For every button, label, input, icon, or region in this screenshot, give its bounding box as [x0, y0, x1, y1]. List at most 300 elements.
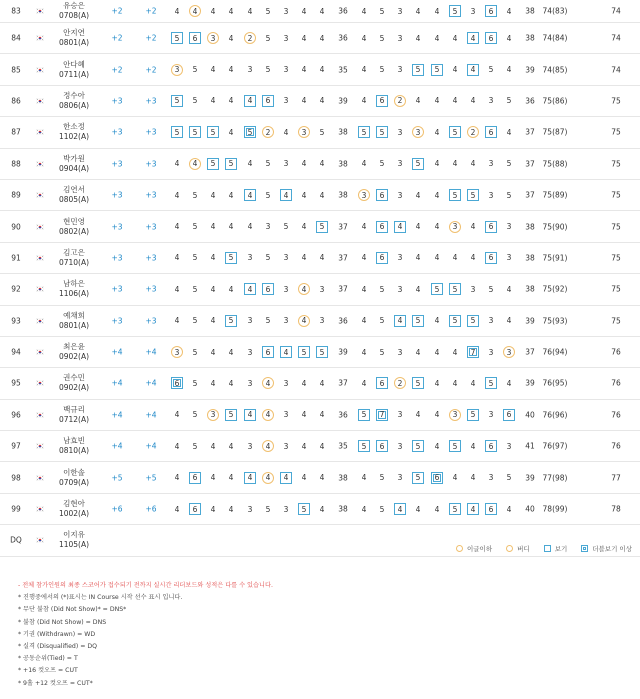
- player-name[interactable]: 현민영: [63, 216, 85, 226]
- hole-score: 4: [247, 6, 253, 16]
- hole-score: 5: [379, 65, 385, 75]
- hole-score: 4: [283, 127, 289, 137]
- rank-cell: 85: [11, 65, 21, 75]
- in-total: 37: [525, 190, 535, 200]
- hole-score: 4: [394, 221, 406, 233]
- hole-score: 3: [319, 316, 325, 326]
- score-legend: [456, 544, 632, 553]
- hole-score: 4: [262, 409, 274, 421]
- final-total: 74: [611, 6, 621, 16]
- hole-score: 4: [244, 472, 256, 484]
- final-total: 76: [611, 347, 621, 357]
- hole-score: 7: [467, 346, 479, 358]
- final-total: 75: [611, 159, 621, 169]
- hole-score: 5: [265, 33, 271, 43]
- note-item: * 9홀 +12 컷오프 = CUT*: [18, 679, 93, 687]
- hole-score: 5: [192, 316, 198, 326]
- hole-score: 3: [247, 378, 253, 388]
- hole-score: 4: [301, 253, 307, 263]
- hole-score: 4: [228, 6, 234, 16]
- in-total: 38: [525, 284, 535, 294]
- hole-score: 5: [506, 159, 512, 169]
- rank-cell: 92: [11, 284, 21, 294]
- hole-score: 7: [376, 409, 388, 421]
- in-total: 40: [525, 410, 535, 420]
- hole-score: 5: [192, 378, 198, 388]
- note-item: * +16 컷오프 = CUT: [18, 667, 78, 675]
- hole-score: 4: [361, 222, 367, 232]
- hole-score: 4: [210, 347, 216, 357]
- hole-score: 3: [397, 159, 403, 169]
- hole-score: 5: [171, 126, 183, 138]
- hole-score: 4: [452, 253, 458, 263]
- hole-score: 4: [210, 504, 216, 514]
- player-id: 0810(A): [58, 446, 90, 456]
- hole-score: 4: [319, 378, 325, 388]
- korea-flag-icon: [36, 192, 44, 198]
- total-to-par: +2: [145, 65, 157, 75]
- hole-score: 4: [452, 65, 458, 75]
- rank-cell: 90: [11, 222, 21, 232]
- notes-section: [18, 580, 273, 690]
- hole-score: 6: [485, 252, 497, 264]
- hole-score: 5: [449, 5, 461, 17]
- final-total: 75: [611, 96, 621, 106]
- hole-score: 5: [192, 284, 198, 294]
- hole-score: 4: [434, 6, 440, 16]
- hole-score: 4: [452, 378, 458, 388]
- rank-cell: 98: [11, 473, 21, 483]
- table-row: [0, 54, 640, 85]
- player-name-cell[interactable]: [59, 1, 89, 21]
- player-name[interactable]: 남하은: [63, 279, 85, 289]
- player-name-cell[interactable]: [59, 342, 89, 362]
- hole-score: 4: [228, 65, 234, 75]
- hole-score: 4: [470, 222, 476, 232]
- player-name[interactable]: 김현아: [63, 499, 85, 509]
- hole-score: 5: [192, 65, 198, 75]
- hole-score: 6: [376, 221, 388, 233]
- out-total: 36: [338, 6, 348, 16]
- hole-score: 5: [412, 472, 424, 484]
- hole-score: 4: [301, 410, 307, 420]
- round-total: 74(85): [542, 65, 568, 75]
- hole-score: 4: [319, 33, 325, 43]
- player-name-cell[interactable]: [59, 311, 89, 331]
- rank-cell: DQ: [10, 535, 22, 545]
- in-total: 36: [525, 96, 535, 106]
- hole-score: 4: [301, 33, 307, 43]
- round-total: 76(97): [542, 441, 568, 451]
- player-name[interactable]: 최은윤: [63, 342, 85, 352]
- hole-score: 4: [319, 410, 325, 420]
- hole-score: 4: [301, 473, 307, 483]
- score-to-par: +3: [111, 190, 123, 200]
- total-to-par: +3: [145, 316, 157, 326]
- round-total: 75(91): [542, 253, 568, 263]
- hole-score: 3: [397, 253, 403, 263]
- hole-score: [207, 534, 219, 546]
- hole-score: 3: [449, 221, 461, 233]
- hole-score: 3: [247, 65, 253, 75]
- hole-score: 5: [488, 284, 494, 294]
- hole-score: 3: [283, 284, 289, 294]
- final-total: 74: [611, 65, 621, 75]
- hole-score: 4: [298, 315, 310, 327]
- hole-score: 5: [319, 127, 325, 137]
- player-name-cell[interactable]: [59, 122, 89, 142]
- hole-score: 5: [171, 32, 183, 44]
- total-to-par: +6: [145, 504, 157, 514]
- table-row: [0, 462, 640, 493]
- score-to-par: +3: [111, 96, 123, 106]
- hole-score: 3: [247, 316, 253, 326]
- hole-score: 4: [506, 6, 512, 16]
- hole-score: [189, 534, 201, 546]
- hole-score: 4: [470, 473, 476, 483]
- hole-score: 4: [415, 190, 421, 200]
- hole-score: 4: [262, 472, 274, 484]
- player-name[interactable]: 안다혜: [63, 59, 85, 69]
- hole-score: 4: [415, 96, 421, 106]
- player-name-cell[interactable]: [59, 279, 89, 299]
- score-to-par: +2: [111, 6, 123, 16]
- hole-score: 4: [506, 316, 512, 326]
- player-name-cell[interactable]: [59, 499, 89, 519]
- korea-flag-icon: [36, 8, 44, 14]
- hole-score: 3: [207, 32, 219, 44]
- hole-score: 4: [361, 33, 367, 43]
- hole-score: 4: [174, 504, 180, 514]
- player-name[interactable]: 이한솔: [63, 467, 85, 477]
- total-to-par: +2: [145, 6, 157, 16]
- player-name[interactable]: 이지유: [63, 530, 85, 540]
- player-name[interactable]: 남효빈: [63, 436, 85, 446]
- hole-score: 4: [228, 222, 234, 232]
- hole-score: 4: [244, 95, 256, 107]
- hole-score: 4: [415, 504, 421, 514]
- player-name[interactable]: 김고은: [63, 247, 85, 257]
- korea-flag-icon: [36, 35, 44, 41]
- player-name-cell[interactable]: [59, 60, 89, 80]
- hole-score: 4: [470, 96, 476, 106]
- hole-score: 5: [265, 316, 271, 326]
- hole-score: 4: [210, 6, 216, 16]
- player-name-cell[interactable]: [59, 28, 89, 48]
- player-name[interactable]: 박가원: [63, 153, 85, 163]
- player-name-cell[interactable]: [59, 373, 89, 393]
- score-to-par: +4: [111, 441, 123, 451]
- hole-score: 5: [488, 65, 494, 75]
- hole-score: 5: [485, 377, 497, 389]
- total-to-par: +4: [145, 441, 157, 451]
- score-to-par: +3: [111, 127, 123, 137]
- player-name-cell[interactable]: [59, 530, 89, 550]
- final-total: 75: [611, 316, 621, 326]
- round-total: 75(89): [542, 190, 568, 200]
- hole-score: 5: [431, 64, 443, 76]
- hole-score: 4: [262, 377, 274, 389]
- out-total: 37: [338, 222, 348, 232]
- hole-score: 4: [467, 32, 479, 44]
- in-total: 39: [525, 316, 535, 326]
- round-total: 75(90): [542, 222, 568, 232]
- player-name-cell[interactable]: [59, 405, 89, 425]
- player-name[interactable]: 예채희: [63, 310, 85, 320]
- hole-score: 3: [488, 347, 494, 357]
- hole-score: 4: [361, 159, 367, 169]
- hole-score: 5: [192, 441, 198, 451]
- legend-bogey: 보기: [544, 544, 568, 553]
- rank-cell: 93: [11, 316, 21, 326]
- hole-score: [225, 534, 237, 546]
- hole-score: 5: [192, 190, 198, 200]
- hole-score: 6: [171, 377, 183, 389]
- in-total: 39: [525, 473, 535, 483]
- hole-score: 4: [301, 441, 307, 451]
- table-row: [0, 211, 640, 242]
- eagle-marker-icon: [456, 545, 463, 552]
- final-total: 74: [611, 33, 621, 43]
- player-id: 1102(A): [58, 132, 90, 142]
- rank-cell: 95: [11, 378, 21, 388]
- hole-score: 3: [247, 441, 253, 451]
- player-name[interactable]: 정수아: [63, 90, 85, 100]
- in-total: 39: [525, 65, 535, 75]
- final-total: 75: [611, 253, 621, 263]
- hole-score: 5: [379, 347, 385, 357]
- hole-score: 3: [397, 410, 403, 420]
- note-item: * 기권 (Withdrawn) = WD: [18, 630, 96, 638]
- hole-score: 4: [394, 503, 406, 515]
- score-to-par: +3: [111, 284, 123, 294]
- hole-score: 4: [415, 284, 421, 294]
- hole-score: 4: [415, 33, 421, 43]
- hole-score: 4: [210, 222, 216, 232]
- hole-score: 4: [174, 316, 180, 326]
- hole-score: 5: [449, 189, 461, 201]
- hole-score: 4: [228, 96, 234, 106]
- table-row: [0, 274, 640, 305]
- hole-score: 4: [228, 378, 234, 388]
- hole-score: 4: [506, 127, 512, 137]
- rank-cell: 86: [11, 96, 21, 106]
- hole-score: 4: [415, 253, 421, 263]
- score-to-par: +3: [111, 222, 123, 232]
- round-total: 76(96): [542, 410, 568, 420]
- hole-score: 3: [397, 6, 403, 16]
- hole-score: 6: [431, 472, 443, 484]
- player-name[interactable]: 백규리: [63, 404, 85, 414]
- final-total: 76: [611, 410, 621, 420]
- table-row: [0, 86, 640, 117]
- in-total: 37: [525, 127, 535, 137]
- hole-score: 2: [262, 126, 274, 138]
- player-id: 0801(A): [58, 320, 90, 330]
- hole-score: 4: [319, 96, 325, 106]
- hole-score: 4: [470, 441, 476, 451]
- player-name-cell[interactable]: [59, 154, 89, 174]
- hole-score: 2: [394, 377, 406, 389]
- table-row: [0, 306, 640, 337]
- hole-score: 3: [412, 126, 424, 138]
- score-to-par: +6: [111, 504, 123, 514]
- hole-score: 3: [298, 126, 310, 138]
- total-to-par: +3: [145, 159, 157, 169]
- hole-score: 3: [506, 441, 512, 451]
- player-id: 0708(A): [58, 11, 90, 20]
- hole-score: 3: [283, 441, 289, 451]
- hole-score: 4: [228, 441, 234, 451]
- hole-score: 4: [301, 378, 307, 388]
- hole-score: 6: [189, 32, 201, 44]
- hole-score: 5: [358, 409, 370, 421]
- hole-score: 4: [361, 253, 367, 263]
- player-name-cell[interactable]: [59, 468, 89, 488]
- hole-score: 4: [452, 347, 458, 357]
- hole-score: 4: [174, 159, 180, 169]
- hole-score: 4: [434, 504, 440, 514]
- player-id: 0712(A): [58, 414, 90, 424]
- legend-birdie: 버디: [506, 544, 530, 553]
- note-list: [18, 592, 273, 690]
- hole-score: 5: [379, 284, 385, 294]
- hole-score: 4: [361, 284, 367, 294]
- hole-score: 5: [379, 6, 385, 16]
- score-to-par: +3: [111, 159, 123, 169]
- table-row: [0, 180, 640, 211]
- hole-score: 5: [192, 222, 198, 232]
- hole-score: 5: [376, 126, 388, 138]
- hole-score: 3: [470, 284, 476, 294]
- player-name-cell[interactable]: [59, 91, 89, 111]
- hole-score: 5: [412, 440, 424, 452]
- hole-score: 3: [488, 159, 494, 169]
- hole-score: 3: [247, 253, 253, 263]
- hole-score: 4: [434, 441, 440, 451]
- rank-cell: 83: [11, 6, 21, 16]
- final-total: 78: [611, 504, 621, 514]
- bogey-marker-icon: [544, 545, 551, 552]
- player-id: 0709(A): [58, 477, 90, 487]
- hole-score: 4: [319, 441, 325, 451]
- total-to-par: +3: [145, 253, 157, 263]
- player-name[interactable]: 유승은: [63, 1, 85, 10]
- hole-score: 4: [361, 504, 367, 514]
- out-total: 37: [338, 253, 348, 263]
- hole-score: 4: [434, 127, 440, 137]
- hole-score: 3: [283, 316, 289, 326]
- hole-score: 4: [174, 284, 180, 294]
- out-total: 38: [338, 504, 348, 514]
- hole-score: 4: [506, 65, 512, 75]
- player-name-cell[interactable]: [59, 217, 89, 237]
- hole-score: 3: [506, 222, 512, 232]
- rank-cell: 88: [11, 159, 21, 169]
- player-name[interactable]: 안지연: [63, 28, 85, 38]
- hole-score: 3: [397, 190, 403, 200]
- hole-score: 6: [262, 346, 274, 358]
- hole-score: 4: [244, 283, 256, 295]
- hole-score: 4: [244, 409, 256, 421]
- hole-score: 4: [434, 190, 440, 200]
- player-name[interactable]: 김연서: [63, 185, 85, 195]
- rank-cell: 97: [11, 441, 21, 451]
- hole-score: 5: [171, 95, 183, 107]
- total-to-par: +2: [145, 33, 157, 43]
- hole-score: 4: [244, 189, 256, 201]
- hole-score: 4: [210, 65, 216, 75]
- hole-score: 5: [412, 158, 424, 170]
- hole-score: 3: [488, 410, 494, 420]
- hole-score: [412, 534, 424, 546]
- score-to-par: +4: [111, 347, 123, 357]
- hole-score: 5: [449, 126, 461, 138]
- korea-flag-icon: [36, 67, 44, 73]
- in-total: 38: [525, 222, 535, 232]
- final-total: 76: [611, 441, 621, 451]
- hole-score: 3: [488, 190, 494, 200]
- hole-score: 2: [394, 95, 406, 107]
- hole-score: 5: [283, 222, 289, 232]
- rank-cell: 84: [11, 33, 21, 43]
- korea-flag-icon: [36, 506, 44, 512]
- hole-score: 4: [470, 253, 476, 263]
- hole-score: 4: [210, 284, 216, 294]
- player-name-cell[interactable]: [59, 185, 89, 205]
- hole-score: 5: [316, 346, 328, 358]
- rank-cell: 89: [11, 190, 21, 200]
- player-name[interactable]: 권수민: [63, 373, 85, 383]
- hole-score: 5: [207, 126, 219, 138]
- hole-score: 5: [316, 221, 328, 233]
- hole-score: [280, 534, 292, 546]
- table-row: [0, 117, 640, 148]
- hole-score: 4: [361, 347, 367, 357]
- hole-score: 4: [174, 190, 180, 200]
- hole-score: 4: [452, 33, 458, 43]
- hole-score: 5: [265, 504, 271, 514]
- hole-score: 4: [228, 347, 234, 357]
- total-to-par: +3: [145, 127, 157, 137]
- final-total: 75: [611, 284, 621, 294]
- hole-score: 3: [488, 96, 494, 106]
- player-name[interactable]: 한소정: [63, 122, 85, 132]
- korea-flag-icon: [36, 224, 44, 230]
- player-name-cell[interactable]: [59, 248, 89, 268]
- player-name-cell[interactable]: [59, 436, 89, 456]
- hole-score: 3: [488, 473, 494, 483]
- hole-score: 5: [449, 315, 461, 327]
- in-total: 39: [525, 378, 535, 388]
- hole-score: 4: [319, 473, 325, 483]
- round-total: 75(86): [542, 96, 568, 106]
- hole-score: 5: [412, 64, 424, 76]
- korea-flag-icon: [36, 412, 44, 418]
- round-total: 75(92): [542, 284, 568, 294]
- hole-score: 6: [189, 472, 201, 484]
- hole-score: 3: [449, 409, 461, 421]
- hole-score: 4: [228, 504, 234, 514]
- korea-flag-icon: [36, 161, 44, 167]
- hole-score: 3: [283, 253, 289, 263]
- korea-flag-icon: [36, 129, 44, 135]
- hole-score: 4: [434, 410, 440, 420]
- table-row: [0, 23, 640, 54]
- table-row: [0, 431, 640, 462]
- hole-score: 4: [280, 189, 292, 201]
- hole-score: 5: [449, 283, 461, 295]
